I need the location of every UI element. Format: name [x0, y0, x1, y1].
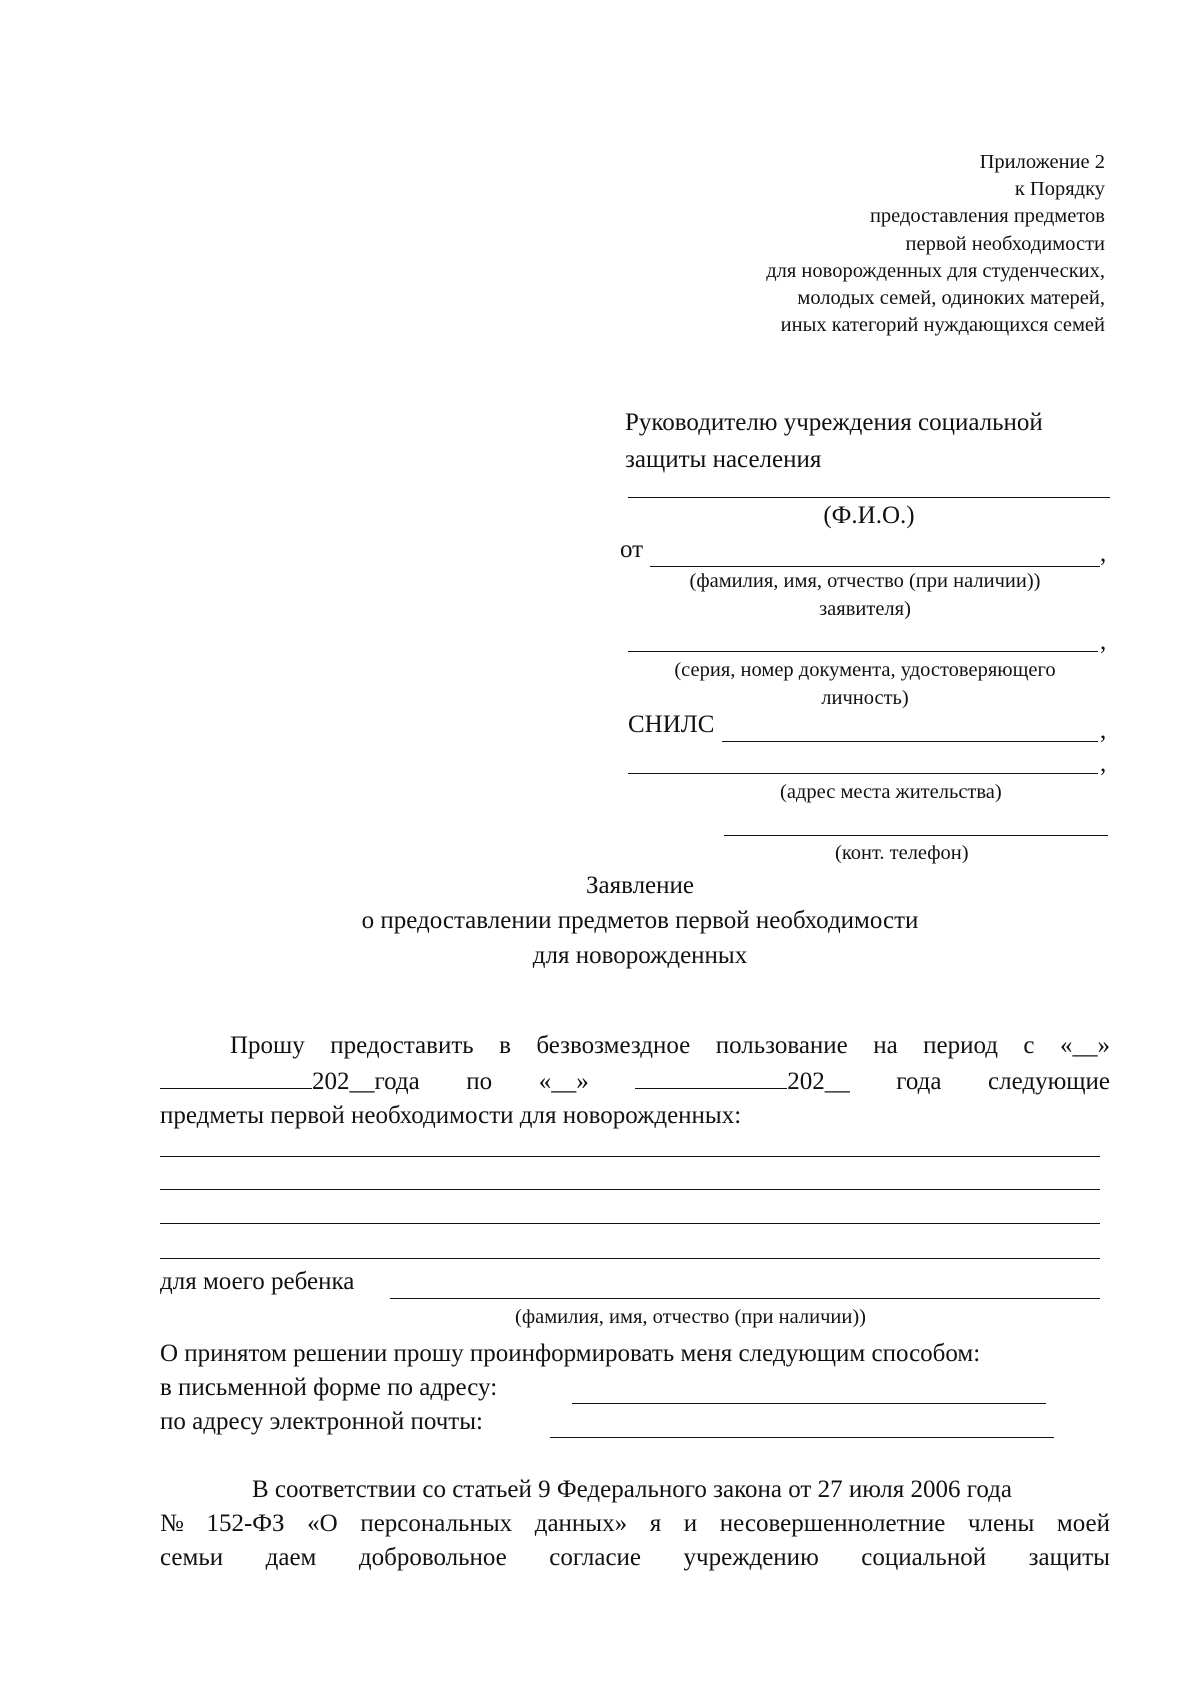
- email-field[interactable]: [550, 1437, 1054, 1438]
- year-from-text: 202__года: [312, 1068, 420, 1095]
- applicant-caption: (фамилия, имя, отчество (при наличии)): [689, 570, 1041, 592]
- from-label: от: [620, 536, 644, 563]
- word: учреждению: [683, 1544, 819, 1571]
- request-line-3: предметы первой необходимости для новорожденных:: [160, 1102, 742, 1129]
- appendix-line: для новорожденных для студенческих,: [766, 259, 1105, 282]
- next-word: следующие: [988, 1068, 1110, 1095]
- consent-line-3: [160, 1544, 1110, 1572]
- word: добровольное: [358, 1544, 507, 1571]
- document-field-line[interactable]: [628, 651, 1098, 652]
- email-label: по адресу электронной почты:: [160, 1408, 483, 1435]
- word: с: [1023, 1032, 1035, 1059]
- word: пользование: [715, 1032, 848, 1059]
- word: данных»: [534, 1510, 628, 1537]
- request-line-2: [160, 1068, 1110, 1096]
- word: персональных: [360, 1510, 513, 1537]
- phone-field-line[interactable]: [724, 835, 1108, 836]
- goda-word: года: [896, 1068, 942, 1095]
- postal-address-field[interactable]: [572, 1403, 1046, 1404]
- word: на: [873, 1032, 898, 1059]
- word: семьи: [160, 1544, 224, 1571]
- phone-caption: (конт. телефон): [835, 842, 969, 864]
- address-field-line[interactable]: [628, 773, 1098, 774]
- word: безвозмездное: [536, 1032, 691, 1059]
- po-word: по: [466, 1068, 493, 1095]
- consent-line-2: [160, 1510, 1110, 1538]
- word: предоставить: [330, 1032, 474, 1059]
- date-to-day: «__»: [538, 1068, 589, 1095]
- word: и: [683, 1510, 698, 1537]
- date-from-group: [160, 1068, 420, 1096]
- word: период: [923, 1032, 998, 1059]
- date-from-month-field[interactable]: [160, 1087, 312, 1089]
- word: даем: [265, 1544, 317, 1571]
- word: «О: [307, 1510, 338, 1537]
- appendix-line: к Порядку: [1014, 178, 1105, 201]
- consent-line-1: В соответствии со статьей 9 Федерального закона от 27 июля 2006 года: [252, 1476, 1012, 1503]
- document-title: [220, 868, 1060, 973]
- fio-caption: (Ф.И.О.): [823, 502, 915, 529]
- comma: ,: [1100, 540, 1107, 567]
- date-to-month-field[interactable]: [635, 1087, 787, 1089]
- appendix-line: Приложение 2: [979, 151, 1105, 173]
- word: 152-ФЗ: [206, 1510, 285, 1537]
- comma: ,: [1100, 750, 1107, 777]
- word: члены: [967, 1510, 1035, 1537]
- title-line: Заявление: [585, 872, 695, 899]
- word: моей: [1056, 1510, 1110, 1537]
- word: защиты: [1028, 1544, 1110, 1571]
- word: №: [160, 1510, 184, 1537]
- snils-label: СНИЛС: [628, 711, 715, 738]
- title-line: для новорожденных: [532, 942, 748, 969]
- item-line[interactable]: [160, 1156, 1100, 1157]
- item-line[interactable]: [160, 1223, 1100, 1224]
- document-caption: (серия, номер документа, удостоверяющего: [674, 659, 1056, 681]
- snils-field[interactable]: [722, 741, 1098, 742]
- fio-field-line[interactable]: [628, 497, 1110, 498]
- inform-line: О принятом решении прошу проинформировать меня следующим способом:: [160, 1340, 981, 1367]
- item-line[interactable]: [160, 1258, 1100, 1259]
- comma: ,: [1100, 717, 1107, 744]
- appendix-line: первой необходимости: [905, 232, 1105, 255]
- word: «__»: [1059, 1032, 1110, 1059]
- request-line-1: [230, 1032, 1110, 1060]
- item-line[interactable]: [160, 1189, 1100, 1190]
- appendix-line: молодых семей, одиноких матерей,: [797, 287, 1105, 310]
- year-to-text: 202__: [787, 1068, 850, 1095]
- appendix-reference: [766, 149, 1105, 339]
- word: социальной: [861, 1544, 987, 1571]
- address-caption: (адрес места жительства): [780, 781, 1002, 803]
- written-label: в письменной форме по адресу:: [160, 1374, 498, 1401]
- child-caption: (фамилия, имя, отчество (при наличии)): [515, 1306, 866, 1328]
- word: я: [649, 1510, 662, 1537]
- child-name-field[interactable]: [390, 1298, 1100, 1299]
- applicant-caption-2: заявителя): [819, 598, 911, 620]
- word: несовершеннолетние: [719, 1510, 946, 1537]
- appendix-line: иных категорий нуждающихся семей: [780, 314, 1105, 337]
- document-caption-2: личность): [821, 687, 909, 709]
- word: согласие: [549, 1544, 642, 1571]
- appendix-line: предоставления предметов: [869, 205, 1105, 228]
- comma: ,: [1100, 628, 1107, 655]
- applicant-name-field[interactable]: [650, 566, 1100, 567]
- word: в: [499, 1032, 511, 1059]
- recipient-title: Руководителю учреждения социальной защиты населения: [625, 409, 1043, 473]
- title-line: о предоставлении предметов первой необходимости: [361, 907, 919, 934]
- word: Прошу: [230, 1032, 305, 1059]
- date-to-group: [635, 1068, 850, 1096]
- child-label: для моего ребенка: [160, 1268, 355, 1295]
